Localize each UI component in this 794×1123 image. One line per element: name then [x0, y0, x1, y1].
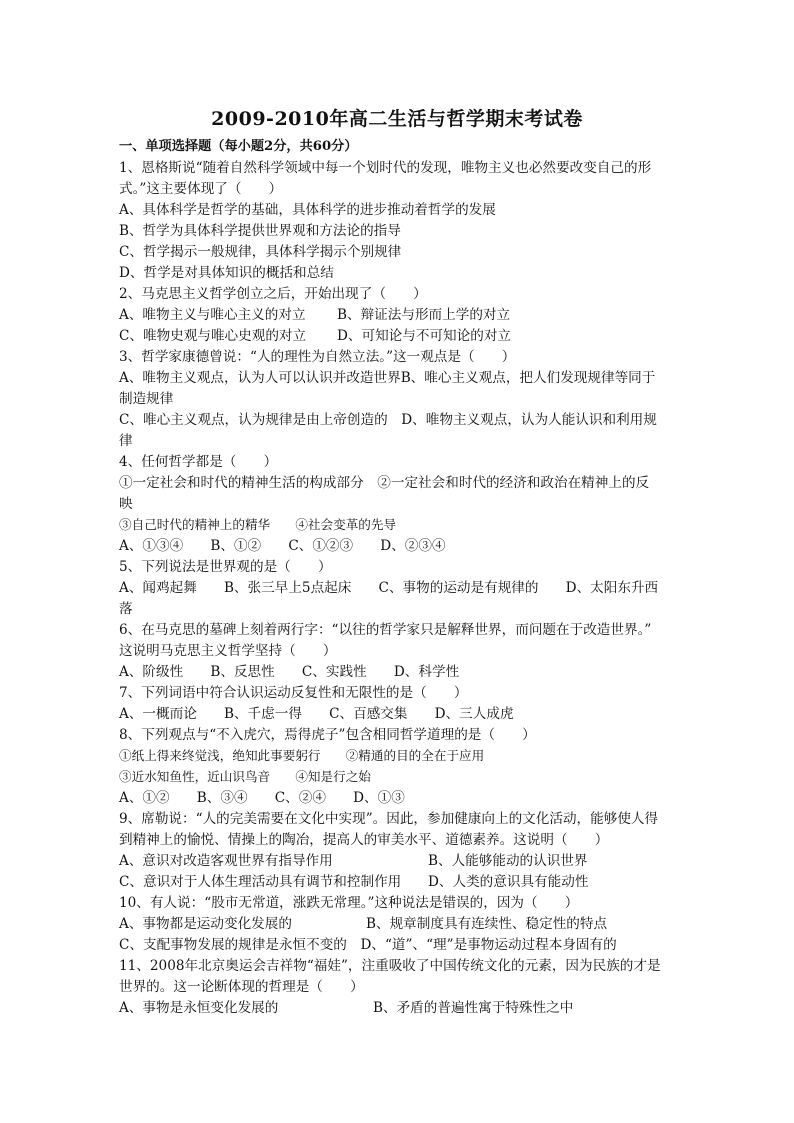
q4-statements-line2: 映: [119, 496, 133, 512]
q6-stem-line1: 6、在马克思的墓碑上刻着两行字：“以往的哲学家只是解释世界，而问题在于改造世界。”: [119, 622, 652, 638]
q4-statements-line1: ①一定社会和时代的精神生活的构成部分 ②一定社会和时代的经济和政治在精神上的反: [119, 475, 650, 491]
q4-stem: 4、任何哲学都是（ ）: [119, 454, 278, 470]
q2-option-b: B、辩证法与形而上学的对立: [337, 307, 511, 323]
q9-stem-line1: 9、席勒说：“人的完美需要在文化中实现”。因此，参加健康向上的文化活动，能够使人得: [119, 811, 659, 827]
section-heading: 一、单项选择题（每小题2分，共60分）: [119, 139, 358, 154]
q1-option-b: B、哲学为具体科学提供世界观和方法论的指导: [119, 223, 401, 239]
q5-options-line2: 落: [119, 601, 133, 617]
exam-title: 2009-2010年高二生活与哲学期末考试卷: [211, 108, 583, 130]
q1-stem-line2: 式。”这主要体现了（ ）: [119, 181, 283, 197]
q2-option-c: C、唯物史观与唯心史观的对立: [119, 328, 307, 344]
q11-option-a: A、事物是永恒变化发展的: [119, 1000, 279, 1016]
q3-stem: 3、哲学家康德曾说：“人的理性为自然立法。”这一观点是（ ）: [119, 349, 516, 365]
q9-option-d: D、人类的意识具有能动性: [428, 874, 589, 890]
q9-option-c: C、意识对于人体生理活动具有调节和控制作用: [119, 874, 402, 890]
q2-stem: 2、马克思主义哲学创立之后，开始出现了（ ）: [119, 286, 427, 302]
q5-options-line1: A、闻鸡起舞 B、张三早上5点起床 C、事物的运动是有规律的 D、太阳东升西: [119, 580, 659, 596]
q9-option-b: B、人能够能动的认识世界: [428, 853, 588, 869]
q10-option-a: A、事物都是运动变化发展的: [119, 916, 292, 932]
q9-stem-line2: 到精神上的愉悦、情操上的陶冶，提高人的审美水平、道德素养。这说明（ ）: [119, 832, 609, 848]
q10-stem: 10、有人说：“股市无常道，涨跌无常理。”这种说法是错误的，因为（ ）: [119, 895, 579, 911]
q6-options: A、阶级性 B、反思性 C、实践性 D、科学性: [119, 664, 460, 680]
q8-statements-line1: ①纸上得来终觉浅，绝知此事要躬行 ②精通的目的全在于应用: [119, 748, 485, 763]
q1-option-a: A、具体科学是哲学的基础，具体科学的进步推动着哲学的发展: [119, 202, 496, 218]
q2-option-d: D、可知论与不可知论的对立: [337, 328, 512, 344]
q10-options-cd: C、支配事物发展的规律是永恒不变的 D、“道”、“理”是事物运动过程本身固有的: [119, 937, 617, 953]
q3-options-line4: 律: [119, 433, 133, 449]
q10-option-b: B、规章制度具有连续性、稳定性的特点: [366, 916, 608, 932]
q11-stem-line2: 世界的。这一论断体现的哲理是（ ）: [119, 979, 364, 995]
q11-stem-line1: 11、2008年北京奥运会吉祥物“福娃”，注重吸收了中国传统文化的元素，因为民族的才是: [119, 958, 661, 974]
q1-stem-line1: 1、恩格斯说“随着自然科学领域中每一个划时代的发现，唯物主义也必然要改变自己的形: [119, 160, 652, 176]
q3-options-line2: 制造规律: [119, 391, 174, 407]
q5-stem: 5、下列说法是世界观的是（ ）: [119, 559, 332, 575]
q7-options: A、一概而论 B、千虑一得 C、百感交集 D、三人成虎: [119, 706, 514, 722]
q7-stem: 7、下列词语中符合认识运动反复性和无限性的是（ ）: [119, 685, 468, 701]
q3-options-line1: A、唯物主义观点，认为人可以认识并改造世界B、唯心主义观点，把人们发现规律等同于: [119, 370, 656, 386]
q9-option-a: A、意识对改造客观世界有指导作用: [119, 853, 333, 869]
q3-options-line3: C、唯心主义观点，认为规律是由上帝创造的 D、唯物主义观点，认为人能认识和利用规: [119, 412, 657, 428]
q6-stem-line2: 这说明马克思主义哲学坚持（ ）: [119, 643, 337, 659]
q4-options: A、①③④ B、①② C、①②③ D、②③④: [119, 538, 446, 554]
q11-option-b: B、矛盾的普遍性寓于特殊性之中: [373, 1000, 574, 1016]
q4-statements-line3: ③自己时代的精神上的精华 ④社会变革的先导: [119, 517, 397, 532]
q8-stem: 8、下列观点与“不入虎穴，焉得虎子”包含相同哲学道理的是（ ）: [119, 727, 536, 743]
q1-option-d: D、哲学是对具体知识的概括和总结: [119, 265, 334, 281]
q8-options: A、①② B、③④ C、②④ D、①③: [119, 790, 405, 806]
q2-option-a: A、唯物主义与唯心主义的对立: [119, 307, 306, 323]
q8-statements-line2: ③近水知鱼性，近山识鸟音 ④知是行之始: [119, 769, 371, 784]
q1-option-c: C、哲学揭示一般规律，具体科学揭示个别规律: [119, 244, 402, 260]
